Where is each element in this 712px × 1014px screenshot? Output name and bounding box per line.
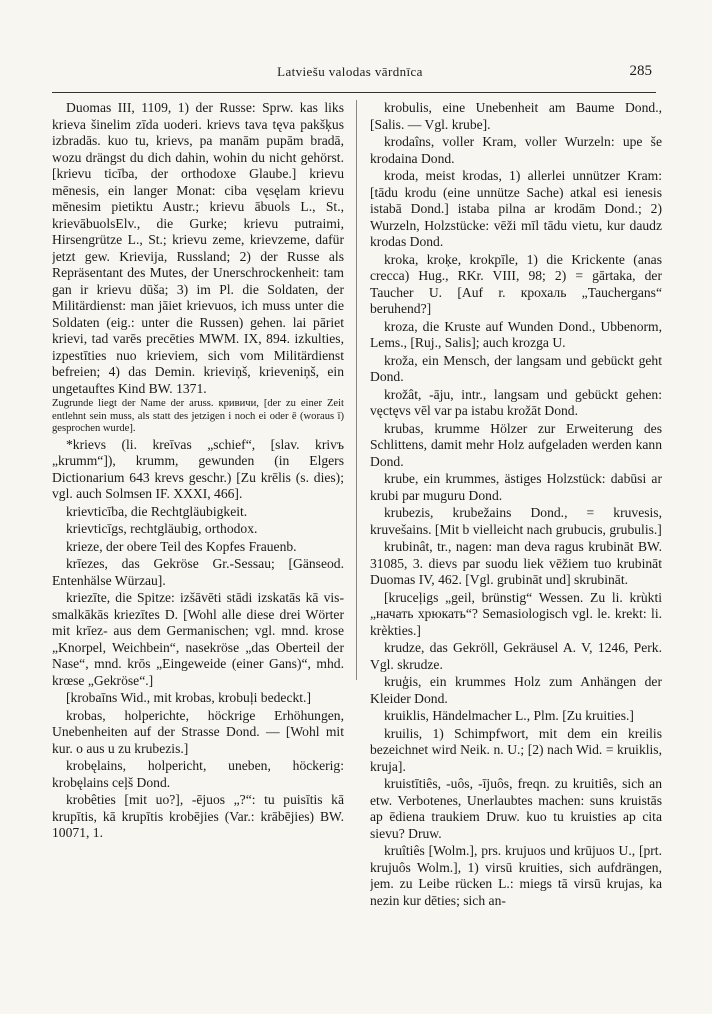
entry-krievs-continued: Duomas III, 1109, 1) der Russe: Sprw. kas liks krieva šinelim zīda uoderi. krievs tava tęva pakšķus izbradās. kuo tu, krievs, pa manām pupām bradā, wozu drängst du dich dahin, wohin du nicht gehörst. [krievu ticība, der orthodoxe Glaube.] krievu mēnesis, ein langer Monat: ciba vęsęlam krievu mēnesim pietiktu Austr.; krievu ābuols L., St., krievābuolsElv., die Gurke; krievu putraimi, Hirsengrütze L., St.; krievu zeme, krievzeme, dafür jetzt gew. Krievija, Russland; 2) der Russe als Repräsentant des Mutes, der Unerschrockenheit: tam gan ir krievu dūša; 3) im Pl. die Soldaten, der Militärdienst: man jāiet krievuos, ich muss unter die Soldaten (eig.: unter die Russen) gehen. lai pāriet krievi, tad varēs precēties MWM. IX, 894. izkulties, izpestīties nuo krieviem, sich vom Militärdienst befreien; 4) das Demin. krieviņš, krieveniņš, ein ungetauftes Kind BW. 1371.	[52, 100, 344, 396]
entry-kruilis: kruilis, 1) Schimpfwort, mit dem ein kreilis bezeichnet wird Neik. n. U.; [2) nach Wid. = kruiklis, kruja].	[370, 725, 662, 774]
entry-kriezes: krīezes, das Gekröse Gr.-Sessau; [Gänseod. Entenhälse Würzau].	[52, 556, 344, 588]
entry-krieze: krieze, der obere Teil des Kopfes Frauenb.	[66, 538, 297, 554]
entry-kroza-2: kroža, ein Mensch, der langsam und gebückt geht Dond.	[370, 352, 662, 384]
entry-krievticigs: krievticīgs, rechtgläubig, orthodox.	[66, 521, 258, 537]
entry-krubas: krubas, krumme Hölzer zur Erweiterung des Schlittens, damit mehr Holz aufgeladen werden kann Dond.	[370, 420, 662, 469]
right-column	[370, 100, 662, 1000]
entry-krobulis: krobulis, eine Unebenheit am Baume Dond., [Salis. — Vgl. krube].	[370, 100, 662, 132]
entry-krobeties: krobêties [mit uo?], -ējuos „?“: tu puisītis kā krupītis, kā krupītis krobējies (Var.: krābējies) BW. 10071, 1.	[52, 792, 344, 841]
entry-krucelis: [kruceļigs „geil, brünstig“ Wessen. Zu li. krùkti „начать хрюкать“? Semasiologisch vgl. le. krekt: li. krèkties.]	[370, 589, 662, 638]
entry-krobains: [krobaīns Wid., mit krobas, krobuļi bedeckt.]	[66, 690, 311, 706]
entry-krobelains: krobęlains, holpericht, uneben, höckerig: krobęlains ceļš Dond.	[52, 758, 344, 790]
entry-kriezite: kriezīte, die Spitze: izšāvēti stādi izskatās kā vis-smalkākās kriezītes D. [Wohl alle diese drei Wörter mit krīez- aus dem Germanischen; vgl. mnd. krose „Knorpel, Weichbein“, nasekröse „das Oberteil der Nase“, mnd. krōs „Eingeweide (einer Gans)“, mhd. krœse „Gekröse“.]	[52, 590, 344, 688]
entry-krubinat: krubinât, tr., nagen: man deva ragus krubināt BW. 31085, 3. dievs par suodu liek vēžiem tuo krubināt Duomas IV, 462. [Vgl. grubināt und] skrubināt.	[370, 539, 662, 587]
running-title: Latviešu valodas vārdnīca	[277, 64, 423, 79]
column-divider	[356, 100, 357, 680]
entry-kroda: kroda, meist krodas, 1) allerlei unnützer Kram: [tādu krodu (eine unnütze Sache) atkal esi ienesis istabā Dond.] istaba pilna ar krodām Dond.; 2) Wurzeln, Holzstücke: vēži mīl tādu vietu, kur daudz krodas Dond.	[370, 168, 662, 249]
entry-krodains: krodaîns, voller Kram, voller Wurzeln: upe še krodaina Dond.	[370, 134, 662, 166]
entry-kroza: kroza, die Kruste auf Wunden Dond., Ubbenorm, Lems., [Ruj., Salis]; auch krozga U.	[370, 318, 662, 350]
entry-kruities: kruîtiês [Wolm.], prs. krujuos und krūjuos U., [prt. krujuôs Wolm.], 1) virsū kruities, sich aufdrängen, jem. zu Leibe rücken L.: miegs tā virsū krujas, ka nezin kur dēties; sich an-	[370, 843, 662, 908]
entry-krube: krube, ein krummes, ästiges Holzstück: dabūsi ar krubi par muguru Dond.	[370, 471, 662, 503]
entry-krugis: kruģis, ein krummes Holz zum Anhängen der Kleider Dond.	[370, 674, 662, 706]
entry-krievs-2: *krievs (li. kreīvas „schief“, [slav. krivъ „krumm“]), krumm, gewunden (in Elgers Dictionarium 643 krevs geschr.) [Zu krēlis (s. dies); vgl. auch Solmsen IF. XXXI, 466].	[52, 436, 344, 502]
entry-krobas: krobas, holperichte, höckrige Erhöhungen, Unebenheiten auf der Strasse Dond. — [Wohl mit kur. o aus u zu krubezis.]	[52, 707, 344, 756]
entry-krozat: krožât, -āju, intr., langsam und gebückt gehen: vęctęvs vēl var pa istabu krožāt Dond.	[370, 386, 662, 418]
page-header	[48, 64, 652, 86]
entry-kroka: kroka, kroķe, krokpīle, 1) die Krickente (anas crecca) Hug., RKr. VIII, 98; 2) = gārtaka, der Taucher U. [Auf r. крохаль „Tauchergans“ beruhend?]	[370, 251, 662, 316]
entry-krubezis: krubezis, krubežains Dond., = kruvesis, kruvešains. [Mit b vielleicht nach grubucis, grubulis.]	[370, 505, 662, 537]
entry-kruiklis: kruiklis, Händelmacher L., Plm. [Zu kruities.]	[384, 708, 634, 723]
left-column	[52, 100, 344, 980]
entry-krudze: krudze, das Gekröll, Gekräusel A. V, 1246, Perk. Vgl. skrudze.	[370, 640, 662, 672]
page-number: 285	[629, 63, 652, 79]
header-rule	[52, 92, 656, 93]
entry-krievticiba: krievticība, die Rechtgläubigkeit.	[66, 503, 248, 519]
entry-krievs-note: Zugrunde liegt der Name der aruss. кривичи, [der zu einer Zeit entlehnt sein muss, als statt des jetzigen i noch ei oder ē (woraus ī) gesprochen wurde].	[52, 398, 344, 435]
entry-kruistities: kruistītiês, -uôs, -ījuôs, freqn. zu kruitiês, sich an etw. Verbotenes, Unerlaubtes machen: suns kruistās ap ēdiena traukiem Druw. kuo tu kruisties ap cita sievu? Druw.	[370, 776, 662, 841]
